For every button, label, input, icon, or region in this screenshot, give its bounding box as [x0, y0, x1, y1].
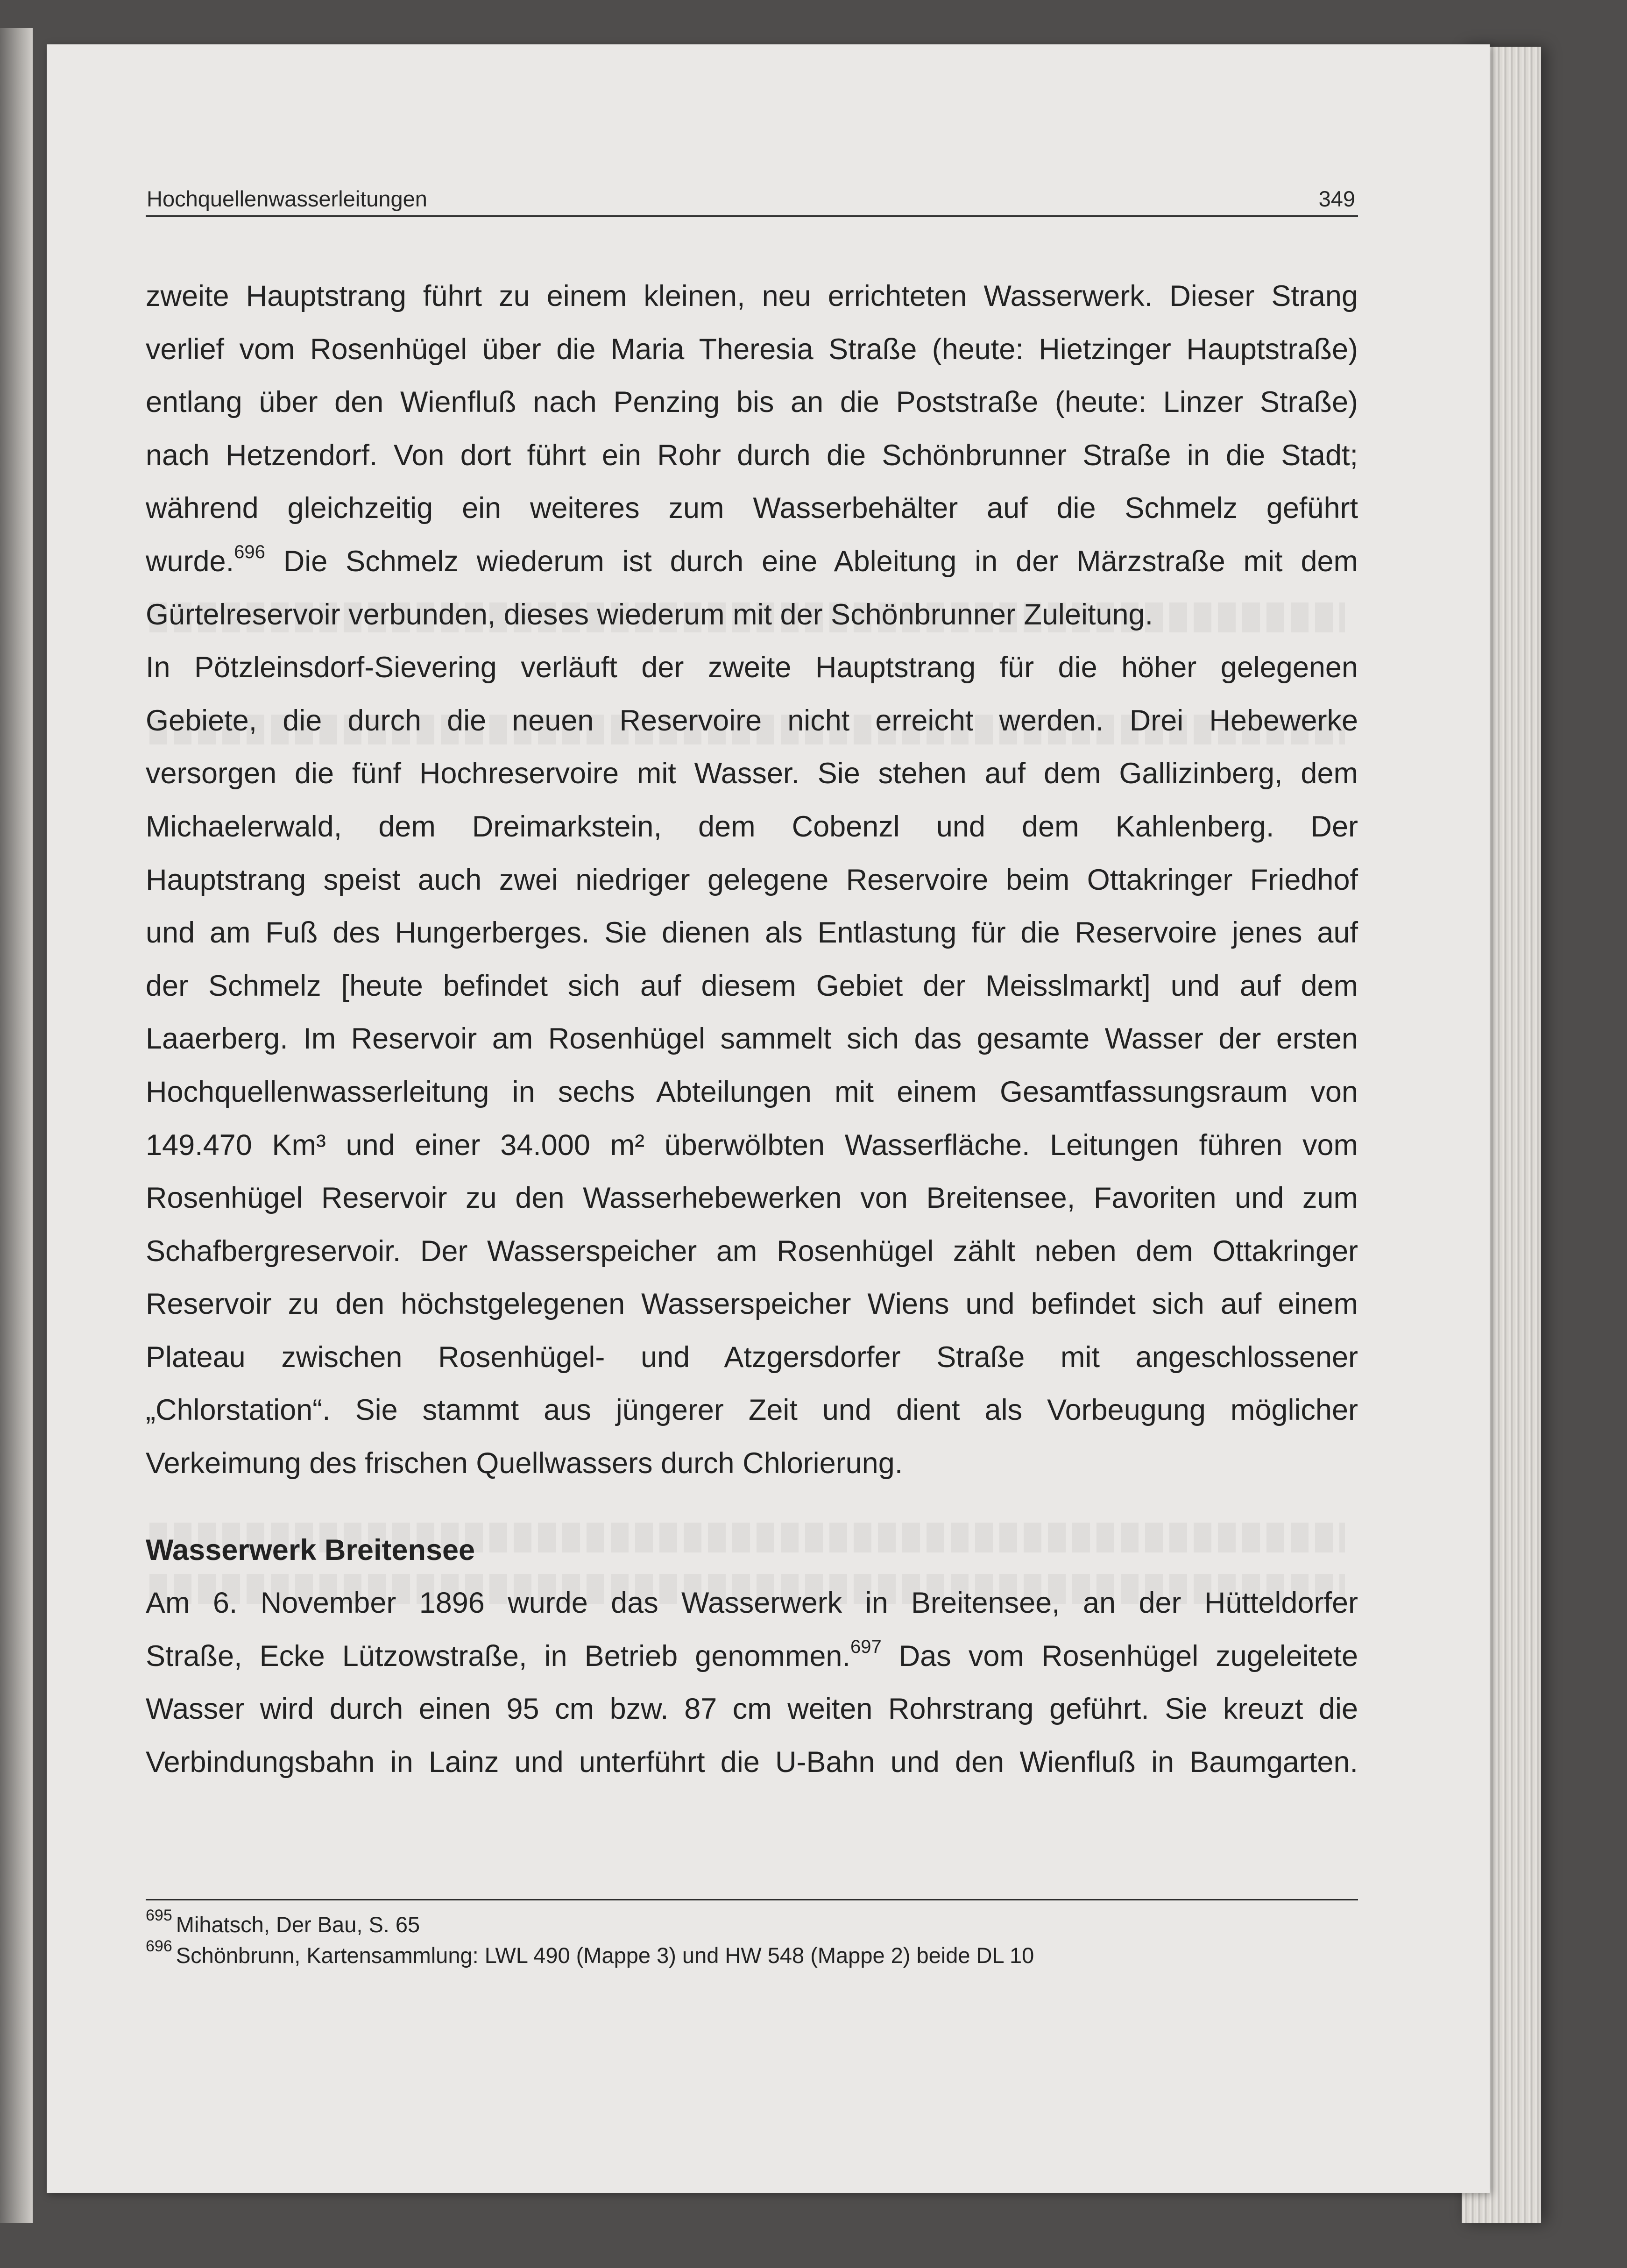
footnote-text: Mihatsch, Der Bau, S. 65: [176, 1912, 420, 1937]
section-heading: Wasserwerk Breitensee: [146, 1533, 475, 1566]
text-line: Wasser wird durch einen 95 cm bzw. 87 cm weiten Rohrstrang geführt. Sie kreuzt die: [146, 1693, 1358, 1726]
footnote-696: [146, 1937, 1358, 1971]
text-line: und am Fuß des Hungerberges. Sie dienen als Entlastung für die Reservoire jenes auf: [146, 916, 1358, 950]
text-line: Gebiete, die durch die neuen Reservoire nicht erreicht werden. Drei Hebewerke: [146, 704, 1358, 737]
text-line: während gleichzeitig ein weiteres zum Wasserbehälter auf die Schmelz geführt: [146, 492, 1358, 525]
text-line: „Chlorstation“. Sie stammt aus jüngerer Zeit und dient als Vorbeugung möglicher: [146, 1394, 1358, 1427]
text-line: Reservoir zu den höchstgelegenen Wasserspeicher Wiens und befindet sich auf einem: [146, 1288, 1358, 1321]
text-line: Rosenhügel Reservoir zu den Wasserhebewerken von Breitensee, Favoriten und zum: [146, 1182, 1358, 1215]
running-header: [146, 183, 1358, 217]
text-line: Verkeimung des frischen Quellwassers durch Chlorierung.: [146, 1447, 903, 1480]
text-line: versorgen die fünf Hochreservoire mit Wasser. Sie stehen auf dem Gallizinberg, dem: [146, 757, 1358, 790]
text-line: Plateau zwischen Rosenhügel- und Atzgersdorfer Straße mit angeschlossener: [146, 1340, 1358, 1374]
text-line: Hochquellenwasserleitung in sechs Abteilungen mit einem Gesamtfassungsraum von: [146, 1075, 1358, 1108]
footnote-text: Schönbrunn, Kartensammlung: LWL 490 (Mappe 3) und HW 548 (Mappe 2) beide DL 10: [176, 1943, 1034, 1968]
text-line: Michaelerwald, dem Dreimarkstein, dem Cobenzl und dem Kahlenberg. Der: [146, 810, 1358, 843]
left-page-edge: [0, 28, 33, 2223]
text-line: In Pötzleinsdorf-Sievering verläuft der zweite Hauptstrang für die höher gelegenen: [146, 651, 1358, 684]
footnote-ref-696: 696: [234, 541, 265, 562]
text-line: nach Hetzendorf. Von dort führt ein Rohr durch die Schönbrunner Straße in die Stadt;: [146, 439, 1358, 472]
text-line: Schafbergreservoir. Der Wasserspeicher am Rosenhügel zählt neben dem Ottakringer: [146, 1234, 1358, 1268]
text-line: 149.470 Km³ und einer 34.000 m² überwölbten Wasserfläche. Leitungen führen vom: [146, 1128, 1358, 1162]
text-line: der Schmelz [heute befindet sich auf diesem Gebiet der Meisslmarkt] und auf dem: [146, 969, 1358, 1002]
body-text: [146, 270, 1358, 1789]
text-segment: Die Schmelz wiederum ist durch eine Ableitung in der Märzstraße mit dem: [265, 545, 1358, 578]
text-line: [146, 535, 1358, 588]
text-segment: wurde.: [146, 545, 234, 578]
text-line: entlang über den Wienfluß nach Penzing bis an die Poststraße (heute: Linzer Straße): [146, 386, 1358, 419]
text-line: Laaerberg. Im Reservoir am Rosenhügel sammelt sich das gesamte Wasser der ersten: [146, 1022, 1358, 1056]
footnote-number: 696: [146, 1937, 172, 1956]
text-line: Verbindungsbahn in Lainz und unterführt die U-Bahn und den Wienfluß in Baumgarten.: [146, 1746, 1358, 1779]
text-line: Am 6. November 1896 wurde das Wasserwerk in Breitensee, an der Hütteldorfer: [146, 1587, 1358, 1620]
text-segment: Straße, Ecke Lützowstraße, in Betrieb genommen.: [146, 1639, 850, 1673]
footnotes: [146, 1909, 1358, 1971]
text-line: [146, 1630, 1358, 1683]
page-number: 349: [1318, 186, 1355, 211]
header-title: Hochquellenwasserleitungen: [147, 186, 427, 211]
text-line: Hauptstrang speist auch zwei niedriger gelegene Reservoire beim Ottakringer Friedhof: [146, 863, 1358, 896]
footnote-number: 695: [146, 1907, 172, 1925]
text-line: zweite Hauptstrang führt zu einem kleinen, neu errichteten Wasserwerk. Dieser Strang: [146, 280, 1358, 312]
text-line: verlief vom Rosenhügel über die Maria Theresia Straße (heute: Hietzinger Hauptstraße): [146, 333, 1358, 366]
footnote-ref-697: 697: [850, 1636, 882, 1657]
paragraph-2: [146, 641, 1358, 1490]
paragraph-1: [146, 270, 1358, 641]
paragraph-3: [146, 1577, 1358, 1789]
footnote-695: [146, 1909, 1358, 1940]
text-line: Gürtelreservoir verbunden, dieses wiederum mit der Schönbrunner Zuleitung.: [146, 598, 1153, 631]
text-segment: Das vom Rosenhügel zugeleitete: [881, 1639, 1358, 1673]
footnote-rule: [146, 1899, 1358, 1900]
